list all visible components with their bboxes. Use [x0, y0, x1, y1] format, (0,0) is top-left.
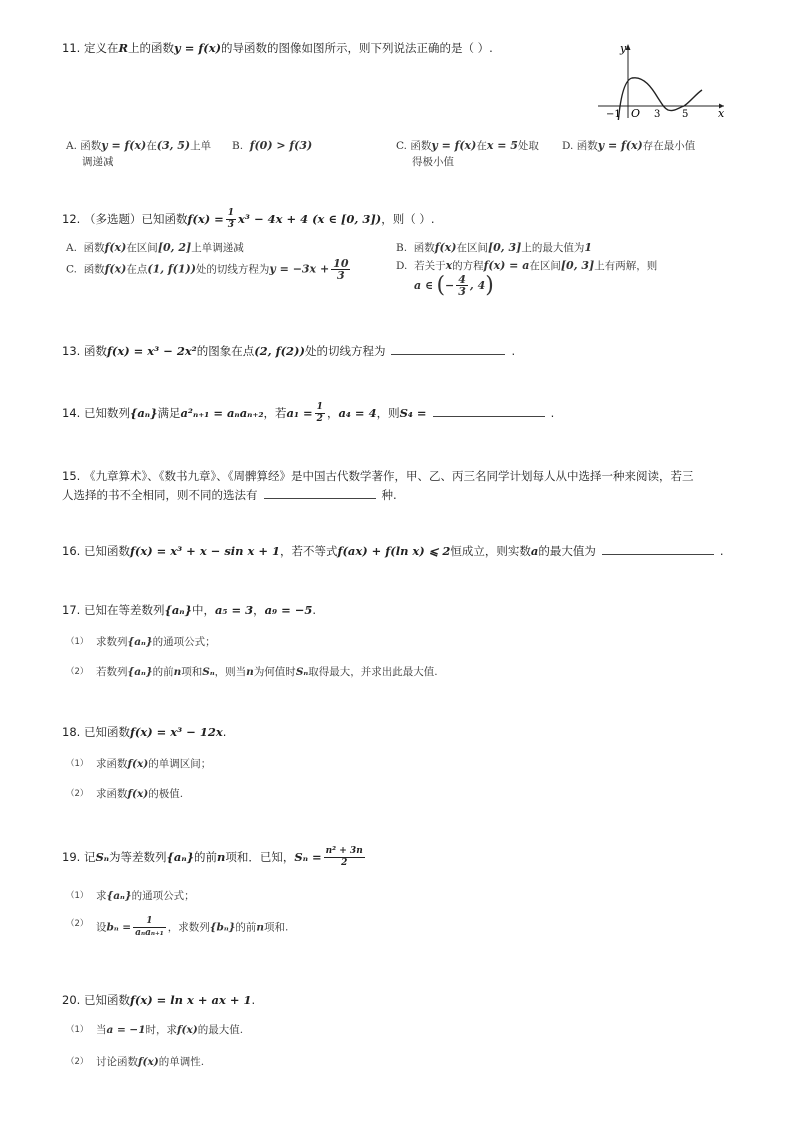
q12-option-c: C. 函数f(x)在点(1, f(1))处的切线方程为y = −3x + $\frac{10}{3}$ — [66, 257, 349, 282]
q17-part-2: （2） 若数列{aₙ}的前n项和Sₙ，则当n为何值时Sₙ取得最大，并求出此最大值. — [66, 666, 438, 678]
q17-part-1: （1） 求数列{aₙ}的通项公式； — [66, 636, 216, 648]
q12-option-d: D. 若关于x的方程f(x) = a在区间[0, 3]上有两解，则 a ∈ (− $\frac{4}{3}$ , 4) — [396, 259, 658, 298]
q11-option-c: C. 函数y = f(x)在x = 5处取 得极小值 — [396, 139, 539, 168]
q20-part-1: （1） 当a = −1时，求f(x)的最大值. — [66, 1024, 244, 1036]
q19-part-2: （2） 设bₙ = $\frac{1}{\text{aₙaₙ₊₁}}$ ，求数列{bₙ}的前n项和. — [66, 916, 289, 938]
y-axis-arrow — [626, 44, 631, 50]
graph-x-label: x — [718, 107, 725, 120]
answer-blank[interactable] — [264, 486, 376, 499]
answer-blank[interactable] — [433, 404, 545, 417]
q11-text: 上的函数 — [128, 41, 175, 55]
graph-y-label: y — [620, 42, 627, 55]
graph-tick-label: 3 — [654, 109, 661, 120]
answer-blank[interactable] — [602, 542, 714, 555]
q11-option-a: A. 函数y = f(x)在(3, 5)上单 调递减 — [66, 139, 212, 168]
graph-tick-label: 5 — [682, 109, 689, 120]
q18-part-1: （1） 求函数f(x)的单调区间； — [66, 758, 212, 770]
answer-blank[interactable] — [391, 342, 505, 355]
question-13: 13. 函数f(x) = x³ − 2x²的图象在点(2, f(2))处的切线方程为 . — [62, 344, 516, 358]
q11-math: y = f(x) — [174, 41, 222, 55]
question-20-stem: 20. 已知函数f(x) = ln x + ax + 1. — [62, 993, 256, 1007]
q11-text: 的导函数的图像如图所示，则下列说法正确的是（ ）. — [221, 41, 493, 55]
question-12-stem: 12. （多选题）已知函数f(x) = $\frac{1}{3}$ x³ − 4x + 4 (x ∈ [0, 3])，则（ ）. — [62, 208, 435, 230]
q11-option-d: D. 函数y = f(x)存在最小值 — [562, 139, 696, 152]
graph-tick-label: −1 — [606, 109, 621, 120]
q15-line1: 15. 《九章算术》、《数书九章》、《周髀算经》是中国古代数学著作，甲、乙、丙三名同学计划每人从中选择一种来阅读，若三 — [62, 469, 694, 483]
question-15: 15. 《九章算术》、《数书九章》、《周髀算经》是中国古代数学著作，甲、乙、丙三名同学计划每人从中选择一种来阅读，若三 人选择的书不全相同，则不同的选法有 种. — [62, 468, 734, 504]
q19-part-1: （1） 求{aₙ}的通项公式； — [66, 890, 195, 902]
q18-part-2: （2） 求函数f(x)的极值. — [66, 788, 184, 800]
q12-option-b: B. 函数f(x)在区间[0, 3]上的最大值为1 — [396, 241, 592, 254]
q11-text: 11. 定义在 — [62, 41, 119, 55]
question-19-stem: 19. 记Sₙ为等差数列{aₙ}的前n项和．已知，Sₙ = $\frac{\text{n² + 3n}}{2}$ — [62, 846, 363, 868]
question-17-stem: 17. 已知在等差数列{aₙ}中，a₅ = 3，a₉ = −5. — [62, 603, 317, 617]
q11-math-r: R — [118, 41, 129, 55]
q11-option-b: B. f(0) > f(3) — [232, 139, 313, 152]
q11-derivative-graph — [596, 40, 728, 120]
q12-option-a: A. 函数f(x)在区间[0, 2]上单调递减 — [66, 241, 244, 254]
q20-part-2: （2） 讨论函数f(x)的单调性. — [66, 1056, 205, 1068]
question-18-stem: 18. 已知函数f(x) = x³ − 12x. — [62, 725, 227, 739]
question-16: 16. 已知函数f(x) = x³ + x − sin x + 1，若不等式f(ax) + f(ln x) ⩽ 2恒成立，则实数a的最大值为 . — [62, 544, 724, 558]
graph-origin-label: O — [631, 107, 641, 120]
question-14: 14. 已知数列{aₙ}满足a²ₙ₊₁ = aₙaₙ₊₂，若a₁ = $\frac{1}{2}$ ，a₄ = 4，则S₄ = . — [62, 402, 555, 424]
